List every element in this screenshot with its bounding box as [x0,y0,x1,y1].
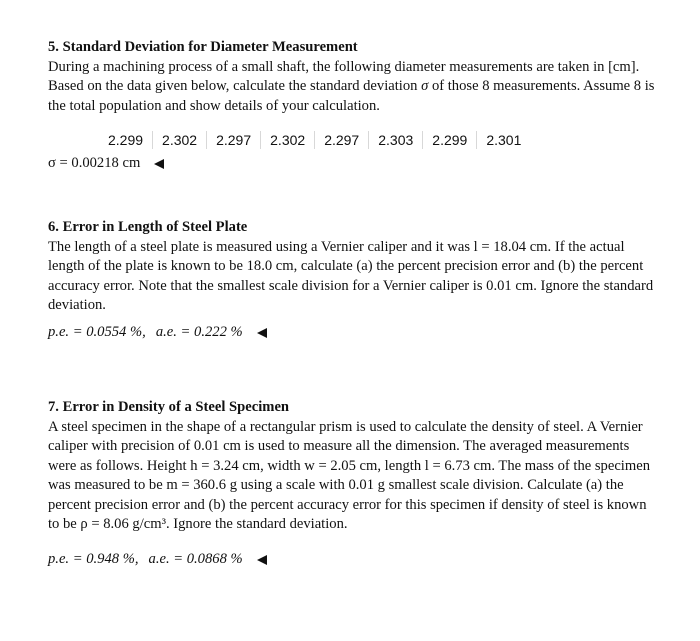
problem-5-answer [48,154,658,174]
measurement-row [100,131,530,149]
sigma-symbol: σ [421,78,429,94]
measurement-cell: 2.297 [314,131,368,149]
answer-sigma: σ = 0.00218 cm [48,155,141,171]
problem-6-answer [48,323,658,343]
problem-5-body [48,58,658,117]
problem-7-body: A steel specimen in the shape of a rectangular prism is used to calculate the density of steel. A Vernier caliper with precision of 0.01 cm is used to measure all the dimension. The averaged measurements were as follows. Height h = 3.24 cm, width w = 2.05 cm, length l = 6.73 cm. The mass of the specimen was measured to be m = 360.6 g using a scale with 0.01 g smallest scale division. Calculate (a) the percent precision error and (b) the percent accuracy error for this specimen if density of steel is known to be ρ = 8.06 g/cm³. Ignore the standard deviation. [48,418,650,532]
problem-5-body-end: of those 8 measurements. Assume 8 is the total population and show details of your calculation. [48,78,655,114]
problem-7-title: 7. Error in Density of a Steel Specimen [48,399,290,415]
measurement-cell: 2.302 [260,131,314,149]
problem-6 [48,218,658,316]
problem-6-title: 6. Error in Length of Steel Plate [48,219,248,235]
problem-7 [48,398,658,535]
answer-precision-error: p.e. = 0.0554 %, [48,324,146,340]
measurement-cell: 2.297 [206,131,260,149]
answer-arrow-icon [257,328,267,338]
answer-accuracy-error: a.e. = 0.222 % [155,324,243,340]
measurement-cell: 2.301 [476,131,530,149]
problem-7-answer [48,550,658,570]
measurement-cell: 2.299 [108,132,144,148]
problem-5-title: 5. Standard Deviation for Diameter Measurement [48,39,358,55]
problem-5 [48,38,658,116]
answer-arrow-icon [257,555,267,565]
problem-6-body: The length of a steel plate is measured using a Vernier caliper and it was l = 18.04 cm. If the actual length of the plate is known to be 18.0 cm, calculate (a) the percent precision error and (b) the percent accuracy error. Note that the smallest scale division for a Vernier caliper is 0.01 cm. Ignore the standard deviation. [48,238,654,313]
problem-5-body-start: During a machining process of a small shaft, the following diameter measurements are taken in [cm]. Based on the data given below, calculate the standard deviation [48,58,640,94]
answer-arrow-icon [154,159,164,169]
measurement-cell: 2.303 [368,131,422,149]
measurement-cell: 2.299 [422,131,476,149]
answer-precision-error: p.e. = 0.948 %, [48,551,139,567]
measurement-cell: 2.302 [152,131,206,149]
answer-accuracy-error: a.e. = 0.0868 % [148,551,243,567]
